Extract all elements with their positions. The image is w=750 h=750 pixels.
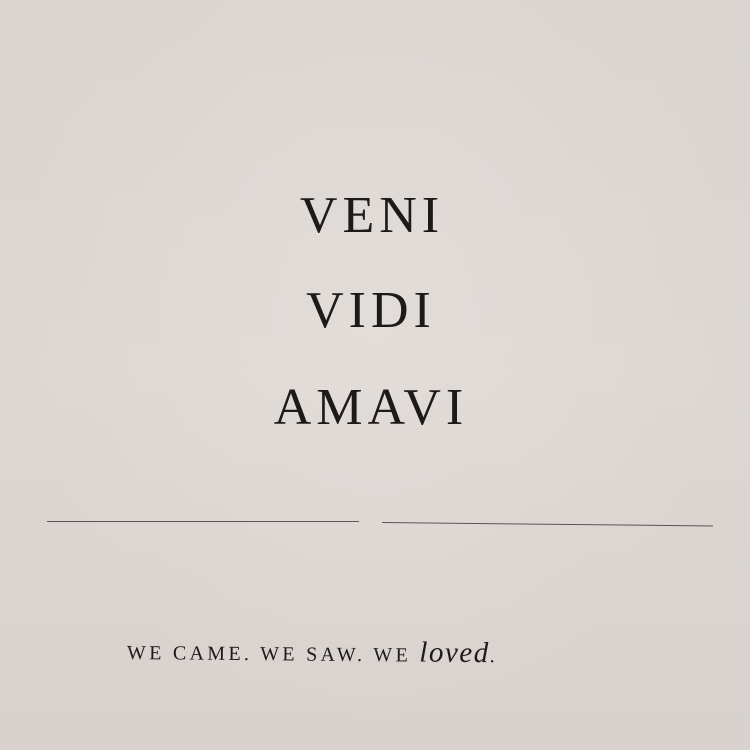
divider-line-right — [382, 522, 713, 526]
tagline-suffix: . — [489, 645, 499, 668]
divider-line-left — [47, 521, 359, 522]
headline-vidi: VIDI — [306, 282, 436, 339]
translation-tagline — [127, 636, 647, 670]
headline-amavi: AMAVI — [273, 379, 469, 436]
tagline-prefix: WE CAME. WE SAW. WE — [126, 642, 420, 667]
headline-veni: VENI — [299, 187, 445, 244]
tagline-emphasis: loved — [419, 636, 490, 670]
